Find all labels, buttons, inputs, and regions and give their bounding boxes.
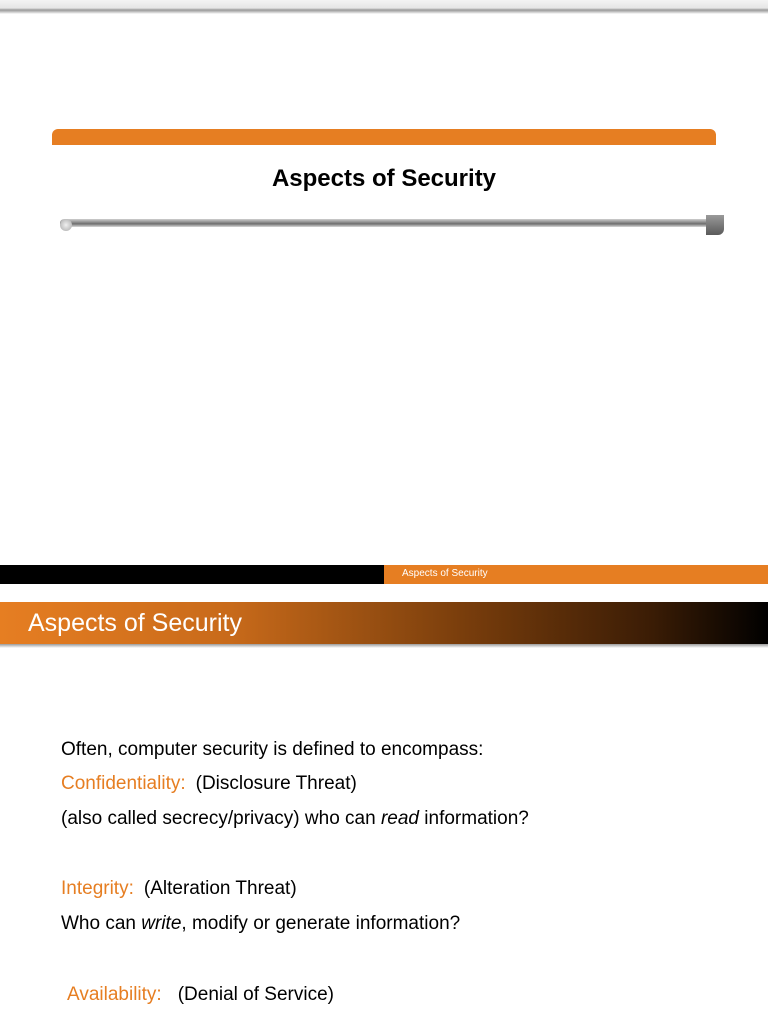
title-right-corner [706, 215, 724, 235]
title-left-corner [60, 219, 72, 231]
integrity-desc-end: , modify or generate information? [181, 913, 461, 934]
slide-title: Aspects of Security [271, 165, 497, 192]
footer-left-block [0, 565, 384, 584]
footer-section-title: Aspects of Security [402, 568, 488, 579]
frame-title-shadow [0, 644, 768, 648]
title-slide-block [52, 129, 716, 225]
availability-line [67, 984, 334, 1006]
slide-footer [0, 565, 768, 584]
title-accent-bar [52, 129, 716, 145]
confidentiality-threat: (Disclosure Threat) [195, 773, 357, 794]
integrity-line [61, 878, 297, 900]
frame-title: Aspects of Security [28, 609, 242, 637]
availability-threat: (Denial of Service) [177, 984, 334, 1005]
integrity-desc-line [61, 913, 460, 935]
integrity-desc-emphasis: write [141, 913, 182, 934]
top-rule [0, 0, 768, 14]
integrity-threat: (Alteration Threat) [143, 878, 297, 899]
integrity-desc-start: Who can [61, 913, 142, 934]
confidentiality-desc-line [61, 808, 529, 830]
confidentiality-desc-emphasis: read [380, 808, 419, 829]
confidentiality-label: Confidentiality: [61, 773, 186, 794]
confidentiality-line [61, 773, 357, 795]
confidentiality-desc-end: information? [419, 808, 529, 829]
frame-title-bar [0, 602, 768, 644]
intro-line [61, 739, 483, 761]
intro-text: Often, computer security is defined to encompass: [61, 739, 484, 760]
footer-right-block [384, 565, 768, 584]
confidentiality-desc-start: (also called secrecy/privacy) who can [61, 808, 381, 829]
title-underline-shadow [60, 219, 720, 227]
integrity-label: Integrity: [61, 878, 134, 899]
availability-label: Availability: [67, 984, 162, 1005]
